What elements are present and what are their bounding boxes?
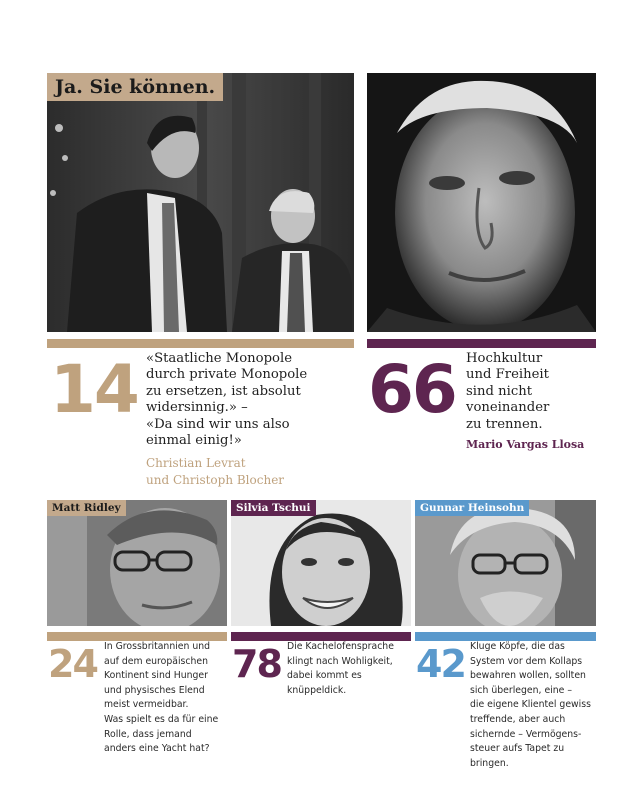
purple-rule-top-right — [367, 339, 596, 348]
photo-levrat-blocher — [47, 73, 354, 332]
photo-matt-ridley — [47, 500, 227, 626]
name-tag-silvia-tschui: Silvia Tschui — [231, 500, 316, 516]
page-number-42: 42 — [416, 642, 465, 686]
photo-gunnar-heinsohn — [415, 500, 596, 626]
name-tag-matt-ridley: Matt Ridley — [47, 500, 126, 516]
quote-vargas-llosa: Hochkultur und Freiheit sind nicht voneinander zu trennen. — [466, 351, 550, 432]
teaser-silvia-tschui: Die Kachelofensprache klingt nach Wohligkeit, dabei kommt es knüppeldick. — [287, 641, 394, 696]
page-number-24: 24 — [48, 642, 97, 686]
name-tag-gunnar-heinsohn: Gunnar Heinsohn — [415, 500, 529, 516]
teaser-matt-ridley: In Grossbritannien und auf dem europäischen Kontinent sind Hunger und physisches Elend meist vermeidbar. Was spielt es da für eine Rolle, dass jemand anders eine Yacht hat? — [104, 641, 219, 755]
page-number-78: 78 — [232, 642, 281, 686]
quote-levrat-blocher: «Staatliche Monopole durch private Monopole zu ersetzen, ist absolut widersinnig.» – «Da sind wir uns also einmal einig!» — [146, 351, 308, 449]
page-number-14: 14 — [50, 351, 138, 428]
page-number-66: 66 — [368, 351, 456, 428]
photo-vargas-llosa — [367, 73, 596, 332]
gold-rule-top-left — [47, 339, 354, 348]
headline-badge: Ja. Sie können. — [47, 73, 223, 101]
photo-silvia-tschui — [231, 500, 411, 626]
author-levrat-blocher: Christian Levrat und Christoph Blocher — [146, 456, 285, 487]
teaser-gunnar-heinsohn: Kluge Köpfe, die das System vor dem Kollaps bewahren wollen, sollten sich überlegen, eine – die eigene Klientel gewiss treffende, aber auch sichernde – Vermögens- steuer aufs Tapet zu bringen. — [470, 641, 591, 769]
author-vargas-llosa: Mario Vargas Llosa — [466, 438, 585, 451]
